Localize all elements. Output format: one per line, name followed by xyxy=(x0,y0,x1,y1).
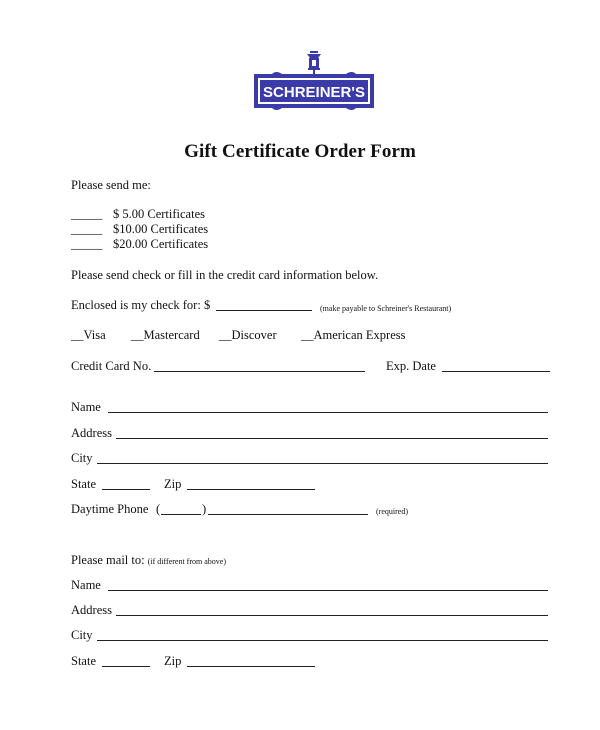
mail-to-note: (if different from above) xyxy=(147,557,226,566)
discover-label: Discover xyxy=(231,328,277,342)
mail-address-label: Address xyxy=(71,603,112,617)
billing-zip-field[interactable] xyxy=(187,489,315,490)
billing-zip-label: Zip xyxy=(164,477,182,491)
mail-address-field[interactable] xyxy=(116,615,548,616)
billing-city-label: City xyxy=(71,451,93,465)
cert-10-label: $10.00 Certificates xyxy=(113,222,209,236)
billing-address-field[interactable] xyxy=(116,438,548,439)
mail-city-field[interactable] xyxy=(97,640,548,641)
mail-zip-field[interactable] xyxy=(187,666,315,667)
amex-option[interactable] xyxy=(301,328,405,342)
billing-state-field[interactable] xyxy=(102,489,150,490)
exp-date-field[interactable] xyxy=(442,371,550,372)
payment-instruction: Please send check or fill in the credit card information below. xyxy=(71,268,379,282)
please-send-label: Please send me: xyxy=(71,178,151,192)
logo-text: SCHREINER'S xyxy=(263,84,365,101)
mail-name-field[interactable] xyxy=(108,590,548,591)
mastercard-option[interactable] xyxy=(131,328,200,342)
check-payee-note: (make payable to Schreiner's Restaurant) xyxy=(320,304,452,313)
visa-option[interactable] xyxy=(71,328,106,342)
mail-state-label: State xyxy=(71,654,96,668)
phone-number-field[interactable] xyxy=(208,514,368,515)
cert-20-blank[interactable]: _____ xyxy=(71,237,103,251)
cert-10-blank[interactable]: _____ xyxy=(71,222,103,236)
discover-blank: __ xyxy=(219,328,232,342)
billing-address-label: Address xyxy=(71,426,112,440)
phone-label: Daytime Phone xyxy=(71,502,149,516)
discover-option[interactable] xyxy=(219,328,277,342)
billing-state-label: State xyxy=(71,477,96,491)
visa-label: Visa xyxy=(83,328,106,342)
phone-required-note: (required) xyxy=(376,507,408,516)
billing-name-field[interactable] xyxy=(108,412,548,413)
area-code-close: ) xyxy=(202,502,207,516)
mail-name-label: Name xyxy=(71,578,101,592)
page-title: Gift Certificate Order Form xyxy=(184,141,416,162)
amex-blank: __ xyxy=(301,328,314,342)
area-code-open: ( xyxy=(156,502,161,516)
billing-city-field[interactable] xyxy=(97,463,548,464)
amex-label: American Express xyxy=(313,328,406,342)
mail-to-label xyxy=(71,553,226,569)
mail-to-text: Please mail to: xyxy=(71,553,145,567)
schreiners-logo xyxy=(252,48,376,112)
mastercard-label: Mastercard xyxy=(143,328,200,342)
mail-zip-label: Zip xyxy=(164,654,182,668)
card-number-label: Credit Card No. xyxy=(71,359,152,373)
card-number-field[interactable] xyxy=(154,371,365,372)
area-code-field[interactable] xyxy=(161,514,201,515)
cert-5-blank[interactable]: _____ xyxy=(71,207,103,221)
mail-city-label: City xyxy=(71,628,93,642)
cert-5-label: $ 5.00 Certificates xyxy=(113,207,205,221)
billing-name-label: Name xyxy=(71,400,101,414)
check-amount-field[interactable] xyxy=(216,310,312,311)
visa-blank: __ xyxy=(71,328,84,342)
mail-state-field[interactable] xyxy=(102,666,150,667)
cert-20-label: $20.00 Certificates xyxy=(113,237,209,251)
check-label: Enclosed is my check for: $ xyxy=(71,298,211,312)
mastercard-blank: __ xyxy=(131,328,144,342)
exp-date-label: Exp. Date xyxy=(386,359,436,373)
